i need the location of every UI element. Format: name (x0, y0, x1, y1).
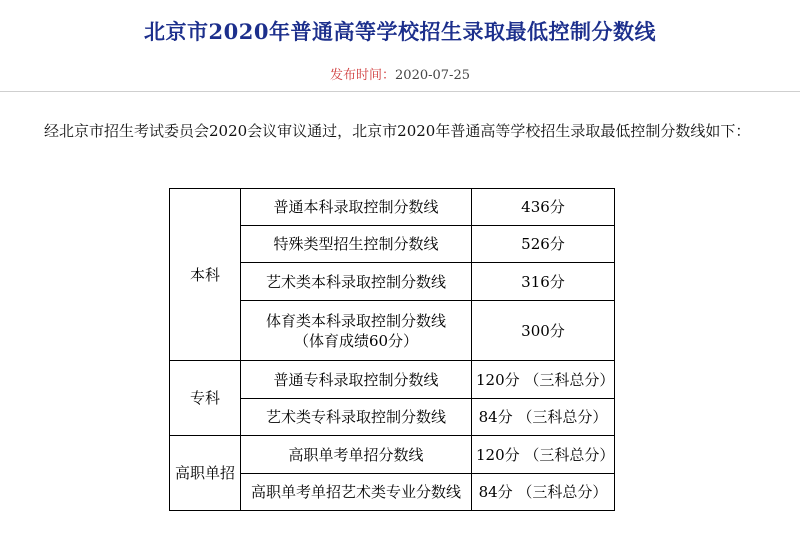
publish-date-label: 发布时间： (330, 68, 396, 83)
table-row (170, 436, 615, 474)
header-divider (0, 91, 800, 92)
item-text: 体育类本科录取控制分数线 (265, 311, 446, 330)
table-row (170, 189, 615, 226)
value-cell: 436分 (472, 189, 615, 226)
item-note: （体育成绩60分） (293, 331, 419, 350)
item-cell: 艺术类专科录取控制分数线 (241, 399, 472, 436)
table-row (170, 361, 615, 399)
item-cell: 高职单考单招艺术类专业分数线 (241, 474, 472, 511)
value-cell: 84分 （三科总分） (472, 474, 615, 511)
item-cell: 普通专科录取控制分数线 (241, 361, 472, 399)
publish-date: 2020-07-25 (395, 68, 470, 83)
category-cell: 专科 (170, 361, 241, 436)
value-cell: 120分 （三科总分） (472, 436, 615, 474)
page-title: 北京市2020年普通高等学校招生录取最低控制分数线 (144, 19, 656, 44)
intro-paragraph: 经北京市招生考试委员会2020会议审议通过，北京市2020年普通高等学校招生录取最低控制分数线如下： (44, 122, 751, 140)
value-cell: 84分 （三科总分） (472, 399, 615, 436)
value-cell: 316分 (472, 263, 615, 301)
publish-info (0, 64, 800, 83)
item-cell: 普通本科录取控制分数线 (241, 189, 472, 226)
item-cell: 特殊类型招生控制分数线 (241, 226, 472, 263)
category-cell: 高职单招 (170, 436, 241, 511)
item-cell (241, 301, 472, 361)
score-table (169, 188, 615, 511)
category-cell: 本科 (170, 189, 241, 361)
item-cell: 高职单考单招分数线 (241, 436, 472, 474)
value-cell: 300分 (472, 301, 615, 361)
value-cell: 120分 （三科总分） (472, 361, 615, 399)
value-cell: 526分 (472, 226, 615, 263)
item-cell: 艺术类本科录取控制分数线 (241, 263, 472, 301)
